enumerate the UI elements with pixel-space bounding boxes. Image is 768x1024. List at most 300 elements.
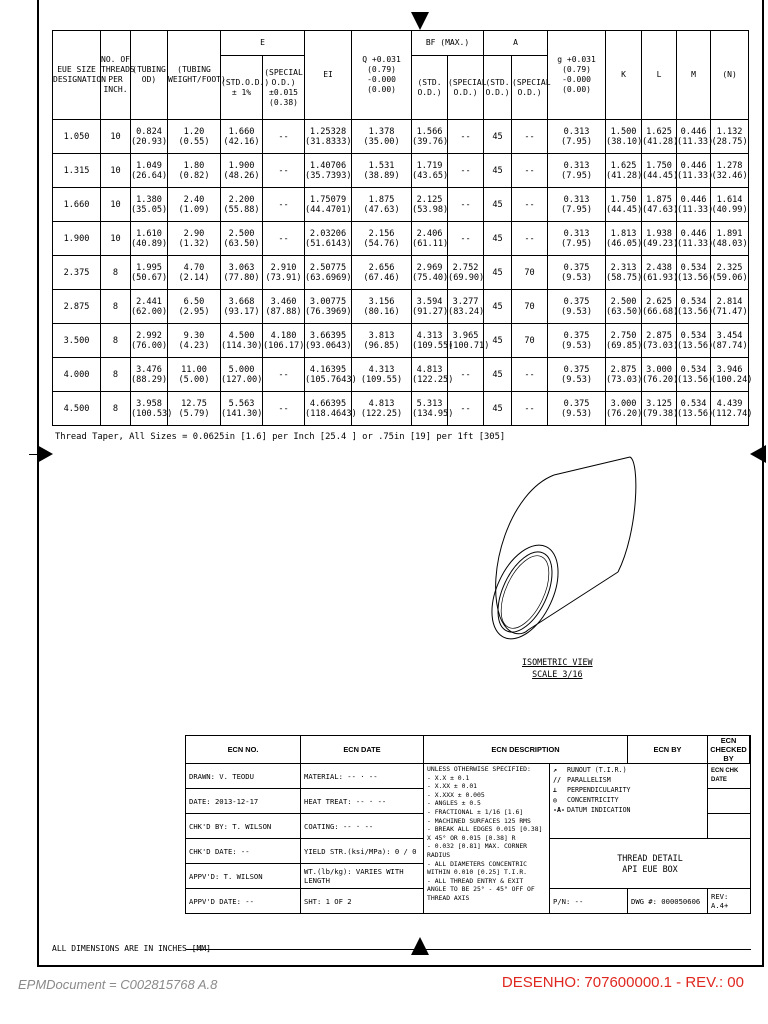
table-cell-e — [221, 188, 263, 222]
cell-value: 3.000 — [646, 364, 672, 375]
table-cell-size — [53, 290, 101, 324]
cell-metric-value: (76.3969) — [305, 306, 352, 317]
cell-value: 4.313 — [416, 330, 443, 341]
cell-metric-value: (112.74) — [711, 408, 753, 419]
cell-value: 2.441 — [136, 296, 162, 307]
table-cell-k — [606, 256, 642, 290]
isometric-view-title: ISOMETRIC VIEW — [522, 657, 593, 667]
cell-metric-value: (76.20) — [606, 408, 643, 419]
cell-metric-value: (26.64) — [131, 170, 168, 181]
cell-value: -- — [460, 233, 471, 244]
table-cell-e — [221, 222, 263, 256]
cell-value: 1.378 — [368, 126, 395, 137]
cell-metric-value: (62.00) — [131, 306, 168, 317]
cell-value: 12.75 — [181, 398, 207, 409]
cell-metric-value: (105.7643) — [305, 374, 357, 385]
table-cell-ei — [305, 324, 352, 358]
table-cell-n — [711, 256, 749, 290]
cell-value: 45 — [492, 369, 503, 380]
table-cell-bfs — [448, 256, 484, 290]
isometric-view-label — [522, 656, 593, 680]
cell-value: 4.813 — [368, 398, 395, 409]
table-cell-n — [711, 154, 749, 188]
cell-value: 1.938 — [646, 228, 672, 239]
cell-value: 1.132 — [716, 126, 743, 137]
cell-metric-value: (43.65) — [412, 170, 449, 181]
table-cell-g — [548, 392, 606, 426]
table-cell-bf — [412, 392, 454, 426]
cell-metric-value: (100.71) — [448, 340, 490, 351]
table-cell-es — [263, 392, 305, 426]
cell-metric-value: (42.16) — [223, 136, 260, 147]
table-cell-es — [263, 222, 305, 256]
cell-value: 10 — [110, 131, 121, 142]
datum-icon: -A- — [553, 806, 565, 814]
table-cell-size — [53, 154, 101, 188]
table-cell-a — [484, 290, 512, 324]
tolerance-line: - ALL DIAMETERS CONCENTRIC WITHIN 0.010 [0.25] T.I.R. — [427, 859, 528, 877]
cell-value: 3.454 — [716, 330, 743, 341]
cell-value: -- — [524, 199, 535, 210]
cell-metric-value: (46.05) — [606, 238, 643, 249]
table-cell-e — [221, 154, 263, 188]
table-cell-q — [352, 154, 412, 188]
approved-by: APPV'D: T. WILSON — [186, 864, 301, 889]
desenho-number: DESENHO: 707600000.1 - REV.: 00 — [501, 974, 744, 991]
title-block-spacer — [186, 914, 751, 950]
cell-value: 0.534 — [680, 296, 707, 307]
cell-value: 3.66395 — [309, 330, 347, 341]
cell-metric-value: (76.20) — [642, 374, 679, 385]
weight-field: WT.(lb/kg): VARIES WITH LENGTH — [301, 864, 424, 889]
table-cell-e — [221, 256, 263, 290]
cell-value: -- — [278, 369, 289, 380]
table-cell-k — [606, 120, 642, 154]
table-cell-tw — [168, 256, 221, 290]
cell-metric-value: (134.95) — [412, 408, 454, 419]
table-cell-q — [352, 290, 412, 324]
cell-metric-value: (141.30) — [221, 408, 263, 419]
cell-metric-value: (35.05) — [131, 204, 168, 215]
table-cell-bfs — [448, 222, 484, 256]
table-cell-tw — [168, 222, 221, 256]
cell-value: 1.660 — [63, 199, 90, 210]
cell-value: 1.25328 — [309, 126, 347, 137]
cell-value: -- — [278, 403, 289, 414]
cell-value: -- — [460, 199, 471, 210]
tolerance-line: - X.X ± 0.1 — [427, 773, 470, 782]
cell-metric-value: (93.0643) — [305, 340, 352, 351]
cell-value: 4.500 — [63, 403, 90, 414]
table-cell-l — [642, 392, 677, 426]
drawing-number: DWG #: 000050606 — [628, 889, 708, 914]
cell-value: -- — [278, 233, 289, 244]
symbol-legend-item — [553, 805, 704, 815]
cell-value: 2.814 — [716, 296, 743, 307]
table-cell-tod — [131, 120, 168, 154]
tolerance-notes — [424, 764, 550, 914]
table-row — [53, 256, 749, 290]
cell-metric-value: (35.00) — [363, 136, 400, 147]
drawing-title-line-1: THREAD DETAIL — [617, 852, 683, 863]
cell-value: 4.500 — [228, 330, 255, 341]
cell-metric-value: (1.09) — [178, 204, 210, 215]
table-cell-size — [53, 392, 101, 426]
cell-value: 2.992 — [136, 330, 162, 341]
table-cell-l — [642, 188, 677, 222]
table-cell-as — [512, 290, 548, 324]
cell-metric-value: (38.10) — [606, 136, 643, 147]
header-ei: EI — [305, 31, 352, 120]
cell-value: 2.156 — [368, 228, 395, 239]
cell-value: 11.00 — [181, 364, 207, 375]
dimension-table — [52, 30, 753, 426]
cell-value: -- — [278, 199, 289, 210]
ecn-chk-date-header: ECN CHK DATE — [708, 764, 751, 789]
cell-metric-value: (71.47) — [711, 306, 748, 317]
cell-metric-value: (63.50) — [606, 306, 643, 317]
header-bf-group: BF (MAX.) — [412, 31, 484, 56]
cell-value: 0.313 — [563, 194, 590, 205]
cell-metric-value: (38.89) — [363, 170, 400, 181]
cell-value: 3.958 — [136, 398, 162, 409]
table-cell-m — [677, 324, 714, 358]
cell-value: 3.460 — [270, 296, 297, 307]
table-cell-size — [53, 256, 101, 290]
symbol-legend-item — [553, 795, 704, 805]
table-cell-ei — [305, 290, 352, 324]
cell-metric-value: (13.56) — [677, 340, 714, 351]
cell-value: 5.563 — [228, 398, 255, 409]
concentricity-icon: ◎ — [553, 796, 557, 804]
cell-value: 0.824 — [136, 126, 162, 137]
cell-value: 0.534 — [680, 262, 707, 273]
table-cell-ei — [305, 392, 357, 426]
table-cell-q — [352, 222, 412, 256]
table-cell-a — [484, 154, 512, 188]
cell-value: 0.534 — [680, 364, 707, 375]
cell-value: 8 — [112, 301, 119, 312]
cell-value: 9.30 — [183, 330, 205, 341]
cell-metric-value: (87.74) — [711, 340, 748, 351]
symbol-label: CONCENTRICITY — [567, 796, 619, 804]
cell-metric-value: (11.33) — [677, 136, 714, 147]
table-cell-g — [548, 154, 606, 188]
ecn-date-header: ECN DATE — [301, 736, 424, 764]
table-cell-g — [548, 222, 606, 256]
cell-metric-value: (55.88) — [223, 204, 260, 215]
cell-metric-value: (9.53) — [561, 374, 593, 385]
cell-value: 1.500 — [610, 126, 637, 137]
table-cell-g — [548, 188, 606, 222]
cell-value: 4.313 — [368, 364, 395, 375]
cell-value: 6.50 — [183, 296, 205, 307]
table-cell-bf — [412, 324, 454, 358]
cell-value: 4.66395 — [309, 398, 347, 409]
table-cell-tw — [168, 392, 221, 426]
cell-value: 1.049 — [136, 160, 162, 171]
cell-metric-value: (48.03) — [711, 238, 748, 249]
drawing-title — [550, 839, 751, 889]
table-cell-es — [263, 256, 305, 290]
table-cell-size — [53, 222, 101, 256]
cell-value: 2.313 — [610, 262, 637, 273]
table-cell-tod — [131, 154, 168, 188]
cell-value: 4.000 — [63, 369, 90, 380]
tolerance-line: - ALL THREAD ENTRY & EXIT ANGLE TO BE 25° - 45° OFF OF THREAD AXIS — [427, 876, 535, 902]
table-cell-n — [711, 120, 749, 154]
table-cell-e — [221, 324, 263, 358]
table-cell-as — [512, 324, 548, 358]
left-marker-line — [29, 454, 39, 455]
table-cell-n — [711, 222, 749, 256]
table-cell-ei — [305, 188, 352, 222]
cell-metric-value: (73.91) — [265, 272, 302, 283]
cell-metric-value: (28.75) — [711, 136, 748, 147]
cell-metric-value: (9.53) — [561, 340, 593, 351]
table-row — [53, 324, 749, 358]
tolerance-line: - MACHINED SURFACES 125 RMS — [427, 816, 531, 825]
table-cell-ei — [305, 256, 352, 290]
cell-metric-value: (41.28) — [606, 170, 643, 181]
symbol-legend-item — [553, 765, 704, 775]
cell-value: 0.313 — [563, 126, 590, 137]
isometric-tube-drawing — [470, 452, 640, 652]
drawing-date: DATE: 2013-12-17 — [186, 789, 301, 814]
cell-metric-value: (109.55) — [412, 340, 454, 351]
table-cell-es — [263, 188, 305, 222]
table-row — [53, 120, 749, 154]
table-cell-k — [606, 324, 642, 358]
table-cell-q — [352, 324, 412, 358]
cell-metric-value: (87.88) — [265, 306, 302, 317]
ecn-by-header: ECN BY — [628, 736, 708, 764]
cell-metric-value: (47.63) — [363, 204, 400, 215]
table-cell-a — [484, 358, 512, 392]
header-bf-special: (SPECIAL O.D.) — [448, 56, 484, 120]
header-m: M — [677, 31, 711, 120]
cell-metric-value: (13.56) — [677, 408, 714, 419]
cell-value: 1.614 — [716, 194, 743, 205]
cell-value: 1.813 — [610, 228, 637, 239]
table-cell-l — [642, 290, 677, 324]
table-cell-as — [512, 120, 548, 154]
table-cell-threads — [101, 358, 131, 392]
table-cell-as — [512, 188, 548, 222]
cell-value: 3.668 — [228, 296, 255, 307]
cell-metric-value: (9.53) — [561, 272, 593, 283]
cell-value: 8 — [112, 403, 119, 414]
table-cell-bf — [412, 222, 448, 256]
cell-value: 5.000 — [228, 364, 255, 375]
cell-value: 3.500 — [63, 335, 90, 346]
cell-value: -- — [460, 165, 471, 176]
cell-metric-value: (0.55) — [178, 136, 210, 147]
table-cell-n — [711, 290, 749, 324]
cell-value: 8 — [112, 335, 119, 346]
drawing-title-line-2: API EUE BOX — [622, 863, 678, 874]
cell-metric-value: (11.33) — [677, 238, 714, 249]
symbol-label: RUNOUT (T.I.R.) — [567, 766, 627, 774]
cell-metric-value: (61.93) — [642, 272, 679, 283]
table-cell-threads — [101, 290, 131, 324]
table-cell-bf — [412, 154, 448, 188]
table-cell-as — [512, 392, 548, 426]
cell-metric-value: (100.53) — [131, 408, 173, 419]
cell-metric-value: (114.30) — [221, 340, 263, 351]
table-cell-g — [548, 324, 606, 358]
table-cell-size — [53, 358, 101, 392]
cell-value: 1.750 — [646, 160, 672, 171]
cell-metric-value: (44.4701) — [305, 204, 352, 215]
table-cell-es — [263, 290, 305, 324]
table-cell-threads — [101, 188, 131, 222]
table-cell-n — [711, 324, 749, 358]
table-cell-k — [606, 290, 642, 324]
cell-value: 3.156 — [368, 296, 395, 307]
cell-value: 1.625 — [610, 160, 637, 171]
cell-metric-value: (7.95) — [561, 170, 593, 181]
table-cell-es — [263, 358, 305, 392]
sheet-field: SHT: 1 OF 2 — [301, 889, 424, 914]
cell-value: 2.875 — [610, 364, 637, 375]
table-cell-size — [53, 324, 101, 358]
cell-value: 70 — [524, 301, 535, 312]
part-number: P/N: -- — [550, 889, 628, 914]
drawn-by: DRAWN: V. TEODU — [186, 764, 301, 789]
table-cell-es — [263, 324, 305, 358]
header-n: (N) — [711, 31, 749, 120]
symbol-legend-item — [553, 785, 704, 795]
table-cell-tod — [131, 358, 168, 392]
cell-value: 2.406 — [416, 228, 443, 239]
table-cell-a — [484, 222, 512, 256]
cell-value: 8 — [112, 369, 119, 380]
cell-metric-value: (83.24) — [448, 306, 485, 317]
cell-value: 0.375 — [563, 330, 590, 341]
cell-metric-value: (40.99) — [711, 204, 748, 215]
cell-value: 3.00775 — [309, 296, 347, 307]
cell-value: 0.446 — [680, 194, 707, 205]
cell-metric-value: (5.00) — [178, 374, 210, 385]
cell-metric-value: (2.95) — [178, 306, 210, 317]
cell-value: 0.375 — [563, 364, 590, 375]
cell-metric-value: (91.27) — [412, 306, 449, 317]
top-center-marker — [411, 12, 429, 30]
cell-value: 45 — [492, 403, 503, 414]
cell-value: 2.125 — [416, 194, 443, 205]
heat-treat-field: HEAT TREAT: -- · -- — [301, 789, 424, 814]
tolerance-line: - 0.032 [0.81] MAX. CORNER RADIUS — [427, 842, 528, 859]
cell-value: 3.277 — [452, 296, 479, 307]
cell-metric-value: (66.68) — [642, 306, 679, 317]
cell-metric-value: (80.16) — [363, 306, 400, 317]
header-e-group: E — [221, 31, 305, 56]
cell-metric-value: (47.63) — [642, 204, 679, 215]
cell-metric-value: (39.76) — [412, 136, 449, 147]
cell-value: 0.446 — [680, 228, 707, 239]
cell-value: 1.875 — [368, 194, 395, 205]
cell-value: 4.813 — [416, 364, 443, 375]
cell-value: 3.813 — [368, 330, 395, 341]
symbol-label: PARALLELISM — [567, 776, 611, 784]
tolerance-line: - X.XXX ± 0.005 — [427, 790, 485, 799]
table-cell-q — [352, 358, 412, 392]
cell-value: 2.200 — [228, 194, 255, 205]
cell-value: 1.875 — [646, 194, 672, 205]
cell-value: 1.719 — [416, 160, 443, 171]
cell-metric-value: (53.98) — [412, 204, 449, 215]
header-l: L — [642, 31, 677, 120]
cell-metric-value: (49.23) — [642, 238, 679, 249]
header-k: K — [606, 31, 642, 120]
cell-value: -- — [524, 403, 535, 414]
cell-value: 3.000 — [610, 398, 637, 409]
cell-value: 1.380 — [136, 194, 162, 205]
cell-value: 45 — [492, 199, 503, 210]
cell-value: 1.050 — [63, 131, 90, 142]
table-cell-a — [484, 188, 512, 222]
cell-value: 2.500 — [610, 296, 637, 307]
table-cell-m — [677, 188, 714, 222]
table-row — [53, 358, 749, 392]
cell-metric-value: (32.46) — [711, 170, 748, 181]
right-center-marker — [750, 445, 766, 463]
table-cell-e — [221, 358, 263, 392]
isometric-view-scale: SCALE 3/16 — [532, 669, 583, 679]
table-cell-es — [263, 154, 305, 188]
table-row — [53, 154, 749, 188]
cell-metric-value: (41.28) — [642, 136, 679, 147]
cell-value: 10 — [110, 199, 121, 210]
cell-metric-value: (5.79) — [178, 408, 210, 419]
tolerance-line: - X.XX ± 0.01 — [427, 782, 478, 791]
cell-value: 45 — [492, 335, 503, 346]
cell-value: 1.625 — [646, 126, 672, 137]
blank-cell — [708, 814, 751, 839]
cell-value: 1.660 — [228, 126, 255, 137]
dimension-table-body — [53, 120, 753, 426]
cell-metric-value: (73.03) — [606, 374, 643, 385]
cell-metric-value: (54.76) — [363, 238, 400, 249]
cell-value: 10 — [110, 233, 121, 244]
symbol-label: DATUM INDICATION — [567, 806, 631, 814]
cell-metric-value: (20.93) — [131, 136, 168, 147]
cell-metric-value: (7.95) — [561, 204, 593, 215]
cell-metric-value: (76.00) — [131, 340, 168, 351]
table-cell-e — [221, 120, 263, 154]
cell-metric-value: (106.17) — [263, 340, 305, 351]
cell-value: 1.80 — [183, 160, 205, 171]
cell-value: -- — [524, 131, 535, 142]
coating-field: COATING: -- · -- — [301, 814, 424, 839]
table-cell-a — [484, 120, 512, 154]
cell-value: 2.03206 — [309, 228, 347, 239]
cell-value: 45 — [492, 233, 503, 244]
cell-metric-value: (96.85) — [363, 340, 400, 351]
table-cell-threads — [101, 154, 131, 188]
tolerance-line: - BREAK ALL EDGES 0.015 [0.38] X 45° OR 0.015 [0.38] R — [427, 825, 543, 842]
cell-value: 2.750 — [610, 330, 637, 341]
cell-value: 45 — [492, 131, 503, 142]
tolerance-line: - FRACTIONAL ± 1/16 [1.6] — [427, 807, 524, 816]
cell-value: 0.446 — [680, 160, 707, 171]
cell-value: 2.656 — [368, 262, 395, 273]
cell-value: 5.313 — [416, 398, 443, 409]
cell-value: 4.439 — [716, 398, 743, 409]
cell-value: 4.70 — [183, 262, 205, 273]
cell-value: 1.20 — [183, 126, 205, 137]
